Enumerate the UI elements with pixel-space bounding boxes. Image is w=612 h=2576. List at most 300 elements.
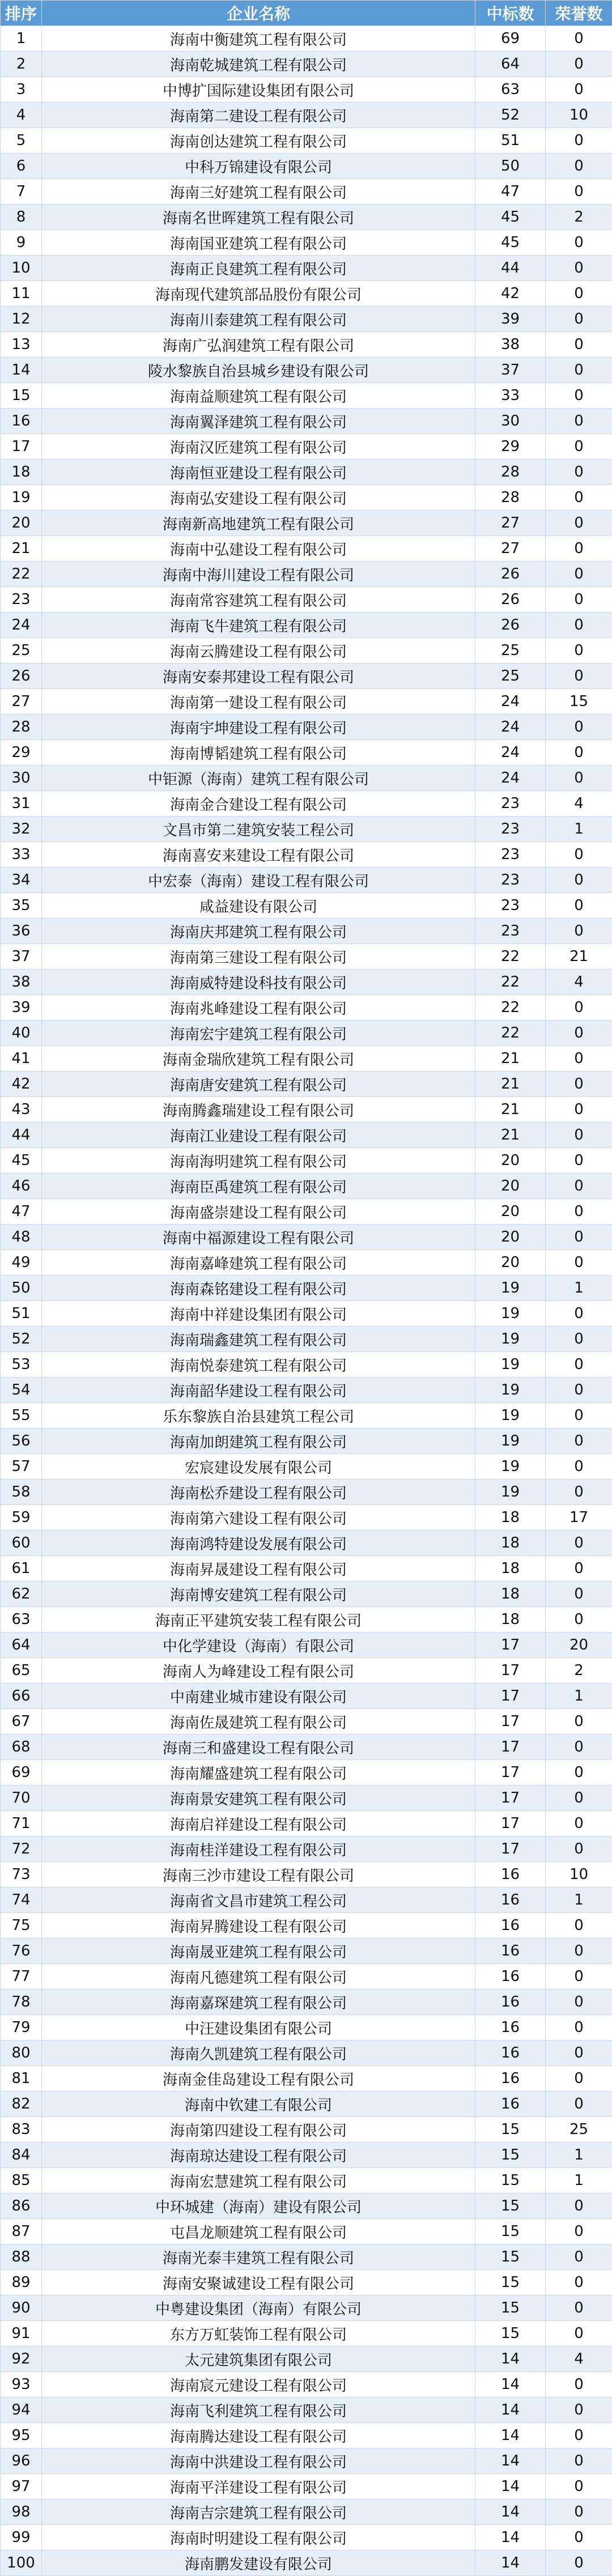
- cell-honor-count: 0: [546, 2372, 612, 2398]
- cell-bid-count: 39: [475, 307, 546, 332]
- cell-rank: 59: [1, 1505, 42, 1531]
- table-row: [1, 1760, 612, 1786]
- cell-bid-count: 63: [475, 77, 546, 103]
- cell-honor-count: 0: [546, 2321, 612, 2347]
- table-row: [1, 766, 612, 791]
- cell-bid-count: 26: [475, 562, 546, 587]
- cell-honor-count: 0: [546, 1403, 612, 1429]
- cell-rank: 65: [1, 1658, 42, 1684]
- cell-company-name: 海南昇晟建设工程有限公司: [42, 1556, 475, 1582]
- table-row: [1, 2168, 612, 2194]
- cell-honor-count: 0: [546, 77, 612, 103]
- cell-bid-count: 15: [475, 2245, 546, 2270]
- table-row: [1, 817, 612, 842]
- cell-rank: 8: [1, 205, 42, 230]
- table-row: [1, 26, 612, 52]
- cell-bid-count: 17: [475, 1786, 546, 1811]
- cell-bid-count: 30: [475, 409, 546, 434]
- cell-company-name: 海南江业建设工程有限公司: [42, 1123, 475, 1148]
- cell-bid-count: 16: [475, 1913, 546, 1939]
- cell-bid-count: 14: [475, 2449, 546, 2474]
- cell-rank: 1: [1, 26, 42, 52]
- cell-rank: 38: [1, 970, 42, 995]
- cell-rank: 81: [1, 2066, 42, 2092]
- table-row: [1, 511, 612, 536]
- table-row: [1, 2041, 612, 2066]
- cell-company-name: 海南三好建筑工程有限公司: [42, 179, 475, 205]
- cell-company-name: 中博扩国际建设集团有限公司: [42, 77, 475, 103]
- cell-bid-count: 19: [475, 1480, 546, 1505]
- cell-bid-count: 15: [475, 2270, 546, 2296]
- cell-rank: 83: [1, 2117, 42, 2143]
- table-row: [1, 1939, 612, 1964]
- cell-bid-count: 45: [475, 205, 546, 230]
- table-row: [1, 332, 612, 358]
- cell-company-name: 海南光泰丰建筑工程有限公司: [42, 2245, 475, 2270]
- cell-company-name: 海南博安建筑工程有限公司: [42, 1582, 475, 1607]
- cell-bid-count: 15: [475, 2296, 546, 2321]
- table-row: [1, 1021, 612, 1046]
- cell-rank: 14: [1, 358, 42, 383]
- cell-rank: 15: [1, 383, 42, 409]
- cell-rank: 76: [1, 1939, 42, 1964]
- table-row: [1, 536, 612, 562]
- cell-bid-count: 19: [475, 1429, 546, 1454]
- cell-bid-count: 16: [475, 2092, 546, 2117]
- cell-bid-count: 50: [475, 154, 546, 179]
- table-row: [1, 1429, 612, 1454]
- cell-company-name: 中宏泰（海南）建设工程有限公司: [42, 868, 475, 893]
- cell-company-name: 陵水黎族自治县城乡建设有限公司: [42, 358, 475, 383]
- cell-bid-count: 23: [475, 842, 546, 868]
- cell-bid-count: 22: [475, 944, 546, 970]
- cell-bid-count: 14: [475, 2423, 546, 2449]
- cell-company-name: 海南中海川建设工程有限公司: [42, 562, 475, 587]
- cell-company-name: 海南韶华建设工程有限公司: [42, 1378, 475, 1403]
- cell-bid-count: 19: [475, 1301, 546, 1327]
- cell-company-name: 海南桂洋建设工程有限公司: [42, 1837, 475, 1862]
- cell-rank: 35: [1, 893, 42, 919]
- cell-company-name: 海南新高地建筑工程有限公司: [42, 511, 475, 536]
- table-row: [1, 2092, 612, 2117]
- cell-company-name: 海南博韬建筑工程有限公司: [42, 740, 475, 766]
- cell-bid-count: 18: [475, 1505, 546, 1531]
- cell-rank: 100: [1, 2551, 42, 2576]
- cell-bid-count: 24: [475, 766, 546, 791]
- cell-bid-count: 15: [475, 2168, 546, 2194]
- cell-bid-count: 15: [475, 2117, 546, 2143]
- table-row: [1, 919, 612, 944]
- cell-rank: 34: [1, 868, 42, 893]
- cell-honor-count: 25: [546, 2117, 612, 2143]
- cell-honor-count: 1: [546, 1276, 612, 1301]
- cell-bid-count: 16: [475, 2041, 546, 2066]
- cell-honor-count: 0: [546, 2398, 612, 2423]
- cell-bid-count: 22: [475, 1021, 546, 1046]
- cell-honor-count: 0: [546, 2092, 612, 2117]
- table-row: [1, 893, 612, 919]
- cell-honor-count: 0: [546, 766, 612, 791]
- cell-rank: 17: [1, 434, 42, 460]
- cell-company-name: 海南盛崇建设工程有限公司: [42, 1199, 475, 1225]
- cell-rank: 19: [1, 485, 42, 511]
- cell-bid-count: 18: [475, 1531, 546, 1556]
- cell-company-name: 海南第二建设工程有限公司: [42, 103, 475, 128]
- cell-company-name: 海南安聚诚建设工程有限公司: [42, 2270, 475, 2296]
- cell-rank: 53: [1, 1352, 42, 1378]
- cell-rank: 20: [1, 511, 42, 536]
- cell-rank: 67: [1, 1709, 42, 1735]
- cell-bid-count: 24: [475, 689, 546, 715]
- cell-company-name: 海南加朗建筑工程有限公司: [42, 1429, 475, 1454]
- cell-rank: 31: [1, 791, 42, 817]
- table-row: [1, 1735, 612, 1760]
- cell-company-name: 中环城建（海南）建设有限公司: [42, 2194, 475, 2219]
- cell-bid-count: 45: [475, 230, 546, 256]
- cell-rank: 33: [1, 842, 42, 868]
- cell-company-name: 海南中祥建设集团有限公司: [42, 1301, 475, 1327]
- table-row: [1, 2015, 612, 2041]
- cell-bid-count: 23: [475, 791, 546, 817]
- cell-bid-count: 18: [475, 1582, 546, 1607]
- cell-rank: 68: [1, 1735, 42, 1760]
- cell-rank: 91: [1, 2321, 42, 2347]
- table-row: [1, 970, 612, 995]
- cell-honor-count: 0: [546, 2041, 612, 2066]
- cell-bid-count: 17: [475, 1633, 546, 1658]
- table-row: [1, 2296, 612, 2321]
- cell-rank: 60: [1, 1531, 42, 1556]
- cell-honor-count: 0: [546, 2551, 612, 2576]
- table-row: [1, 77, 612, 103]
- cell-company-name: 海南瑞鑫建筑工程有限公司: [42, 1327, 475, 1352]
- cell-company-name: 海南中福源建设工程有限公司: [42, 1225, 475, 1250]
- table-row: [1, 1225, 612, 1250]
- cell-honor-count: 0: [546, 536, 612, 562]
- cell-rank: 48: [1, 1225, 42, 1250]
- cell-company-name: 海南海明建筑工程有限公司: [42, 1148, 475, 1174]
- cell-bid-count: 37: [475, 358, 546, 383]
- cell-honor-count: 4: [546, 791, 612, 817]
- cell-rank: 44: [1, 1123, 42, 1148]
- cell-honor-count: 0: [546, 2015, 612, 2041]
- cell-bid-count: 27: [475, 511, 546, 536]
- cell-bid-count: 19: [475, 1352, 546, 1378]
- cell-honor-count: 0: [546, 1607, 612, 1633]
- table-row: [1, 1046, 612, 1072]
- cell-company-name: 海南常容建筑工程有限公司: [42, 587, 475, 613]
- cell-bid-count: 14: [475, 2398, 546, 2423]
- table-row: [1, 103, 612, 128]
- cell-rank: 28: [1, 715, 42, 740]
- cell-honor-count: 0: [546, 358, 612, 383]
- cell-company-name: 海南凡德建筑工程有限公司: [42, 1964, 475, 1990]
- table-row: [1, 358, 612, 383]
- cell-company-name: 海南宏慧建筑工程有限公司: [42, 2168, 475, 2194]
- cell-bid-count: 28: [475, 460, 546, 485]
- cell-company-name: 海南琼达建设工程有限公司: [42, 2143, 475, 2168]
- cell-bid-count: 14: [475, 2525, 546, 2551]
- cell-rank: 62: [1, 1582, 42, 1607]
- table-row: [1, 52, 612, 77]
- cell-honor-count: 0: [546, 995, 612, 1021]
- cell-company-name: 海南正良建筑工程有限公司: [42, 256, 475, 281]
- cell-company-name: 海南省文昌市建筑工程公司: [42, 1888, 475, 1913]
- cell-bid-count: 21: [475, 1046, 546, 1072]
- cell-bid-count: 38: [475, 332, 546, 358]
- cell-honor-count: 0: [546, 1760, 612, 1786]
- cell-rank: 94: [1, 2398, 42, 2423]
- cell-honor-count: 0: [546, 1735, 612, 1760]
- cell-bid-count: 19: [475, 1276, 546, 1301]
- cell-honor-count: 0: [546, 1964, 612, 1990]
- cell-company-name: 海南国亚建筑工程有限公司: [42, 230, 475, 256]
- cell-company-name: 海南翼泽建筑工程有限公司: [42, 409, 475, 434]
- cell-honor-count: 0: [546, 587, 612, 613]
- table-row: [1, 2449, 612, 2474]
- table-row: [1, 1658, 612, 1684]
- cell-honor-count: 0: [546, 179, 612, 205]
- cell-company-name: 海南腾达建设工程有限公司: [42, 2423, 475, 2449]
- cell-bid-count: 21: [475, 1072, 546, 1097]
- cell-rank: 64: [1, 1633, 42, 1658]
- cell-honor-count: 0: [546, 128, 612, 154]
- cell-bid-count: 19: [475, 1403, 546, 1429]
- cell-bid-count: 22: [475, 970, 546, 995]
- cell-rank: 66: [1, 1684, 42, 1709]
- cell-bid-count: 17: [475, 1760, 546, 1786]
- cell-honor-count: 0: [546, 1531, 612, 1556]
- table-row: [1, 2398, 612, 2423]
- table-row: [1, 179, 612, 205]
- cell-bid-count: 14: [475, 2551, 546, 2576]
- header-rank: 排序: [1, 1, 42, 26]
- header-company-name: 企业名称: [42, 1, 475, 26]
- cell-bid-count: 23: [475, 817, 546, 842]
- cell-rank: 24: [1, 613, 42, 638]
- table-row: [1, 1480, 612, 1505]
- cell-bid-count: 18: [475, 1556, 546, 1582]
- table-row: [1, 128, 612, 154]
- cell-rank: 12: [1, 307, 42, 332]
- cell-rank: 85: [1, 2168, 42, 2194]
- table-row: [1, 2194, 612, 2219]
- table-row: [1, 613, 612, 638]
- table-row: [1, 383, 612, 409]
- cell-company-name: 海南第六建设工程有限公司: [42, 1505, 475, 1531]
- table-row: [1, 868, 612, 893]
- table-row: [1, 1454, 612, 1480]
- cell-company-name: 海南中洪建设工程有限公司: [42, 2449, 475, 2474]
- cell-company-name: 海南佐晟建筑工程有限公司: [42, 1709, 475, 1735]
- table-row: [1, 1862, 612, 1888]
- table-body: [1, 26, 612, 2576]
- cell-company-name: 海南喜安来建设工程有限公司: [42, 842, 475, 868]
- table-row: [1, 2551, 612, 2576]
- cell-rank: 93: [1, 2372, 42, 2398]
- cell-honor-count: 0: [546, 1148, 612, 1174]
- cell-rank: 27: [1, 689, 42, 715]
- cell-company-name: 海南兆峰建设工程有限公司: [42, 995, 475, 1021]
- cell-honor-count: 0: [546, 1837, 612, 1862]
- cell-rank: 58: [1, 1480, 42, 1505]
- cell-honor-count: 0: [546, 1786, 612, 1811]
- cell-honor-count: 0: [546, 1123, 612, 1148]
- cell-bid-count: 16: [475, 1964, 546, 1990]
- cell-bid-count: 15: [475, 2143, 546, 2168]
- cell-honor-count: 0: [546, 1046, 612, 1072]
- cell-rank: 99: [1, 2525, 42, 2551]
- cell-rank: 70: [1, 1786, 42, 1811]
- cell-rank: 82: [1, 2092, 42, 2117]
- cell-rank: 80: [1, 2041, 42, 2066]
- cell-rank: 5: [1, 128, 42, 154]
- cell-company-name: 中南建业城市建设有限公司: [42, 1684, 475, 1709]
- cell-company-name: 乐东黎族自治县建筑工程公司: [42, 1403, 475, 1429]
- cell-company-name: 海南嘉峰建筑工程有限公司: [42, 1250, 475, 1276]
- cell-bid-count: 16: [475, 1888, 546, 1913]
- cell-bid-count: 26: [475, 587, 546, 613]
- table-row: [1, 2143, 612, 2168]
- cell-rank: 51: [1, 1301, 42, 1327]
- cell-honor-count: 0: [546, 383, 612, 409]
- cell-honor-count: 1: [546, 2143, 612, 2168]
- cell-honor-count: 1: [546, 1888, 612, 1913]
- cell-company-name: 海南庆邦建筑工程有限公司: [42, 919, 475, 944]
- cell-rank: 3: [1, 77, 42, 103]
- table-row: [1, 1607, 612, 1633]
- cell-company-name: 文昌市第二建筑安装工程公司: [42, 817, 475, 842]
- cell-rank: 16: [1, 409, 42, 434]
- cell-honor-count: 1: [546, 817, 612, 842]
- cell-honor-count: 0: [546, 256, 612, 281]
- cell-rank: 77: [1, 1964, 42, 1990]
- cell-honor-count: 0: [546, 2219, 612, 2245]
- cell-company-name: 海南景安建筑工程有限公司: [42, 1786, 475, 1811]
- cell-company-name: 海南鸿特建设发展有限公司: [42, 1531, 475, 1556]
- cell-bid-count: 20: [475, 1148, 546, 1174]
- cell-honor-count: 0: [546, 2296, 612, 2321]
- cell-honor-count: 10: [546, 103, 612, 128]
- cell-honor-count: 0: [546, 1378, 612, 1403]
- cell-bid-count: 17: [475, 1735, 546, 1760]
- table-row: [1, 1072, 612, 1097]
- cell-company-name: 海南第四建设工程有限公司: [42, 2117, 475, 2143]
- cell-company-name: 海南久凯建筑工程有限公司: [42, 2041, 475, 2066]
- cell-honor-count: 0: [546, 1021, 612, 1046]
- cell-company-name: 海南唐安建筑工程有限公司: [42, 1072, 475, 1097]
- cell-company-name: 海南森铭建设工程有限公司: [42, 1276, 475, 1301]
- cell-rank: 90: [1, 2296, 42, 2321]
- cell-rank: 37: [1, 944, 42, 970]
- table-row: [1, 2245, 612, 2270]
- cell-bid-count: 14: [475, 2347, 546, 2372]
- cell-company-name: 海南益顺建筑工程有限公司: [42, 383, 475, 409]
- cell-rank: 55: [1, 1403, 42, 1429]
- table-row: [1, 689, 612, 715]
- table-row: [1, 1250, 612, 1276]
- table-row: [1, 1964, 612, 1990]
- table-row: [1, 2423, 612, 2449]
- cell-rank: 97: [1, 2474, 42, 2500]
- table-row: [1, 562, 612, 587]
- cell-rank: 88: [1, 2245, 42, 2270]
- cell-honor-count: 0: [546, 2449, 612, 2474]
- cell-bid-count: 24: [475, 715, 546, 740]
- table-row: [1, 995, 612, 1021]
- cell-company-name: 中粤建设集团（海南）有限公司: [42, 2296, 475, 2321]
- cell-honor-count: 0: [546, 511, 612, 536]
- cell-rank: 63: [1, 1607, 42, 1633]
- cell-company-name: 海南现代建筑部品股份有限公司: [42, 281, 475, 307]
- cell-honor-count: 0: [546, 409, 612, 434]
- table-row: [1, 1786, 612, 1811]
- cell-bid-count: 42: [475, 281, 546, 307]
- cell-honor-count: 0: [546, 562, 612, 587]
- cell-rank: 39: [1, 995, 42, 1021]
- cell-company-name: 屯昌龙顺建筑工程有限公司: [42, 2219, 475, 2245]
- cell-company-name: 海南川泰建筑工程有限公司: [42, 307, 475, 332]
- cell-company-name: 海南第三建设工程有限公司: [42, 944, 475, 970]
- cell-company-name: 海南正平建筑安装工程有限公司: [42, 1607, 475, 1633]
- cell-rank: 49: [1, 1250, 42, 1276]
- table-row: [1, 1811, 612, 1837]
- table-row: [1, 740, 612, 766]
- cell-honor-count: 0: [546, 2194, 612, 2219]
- cell-rank: 30: [1, 766, 42, 791]
- cell-honor-count: 0: [546, 52, 612, 77]
- cell-honor-count: 20: [546, 1633, 612, 1658]
- table-row: [1, 2321, 612, 2347]
- cell-company-name: 海南安泰邦建设工程有限公司: [42, 664, 475, 689]
- table-row: [1, 485, 612, 511]
- cell-honor-count: 0: [546, 2500, 612, 2525]
- cell-bid-count: 14: [475, 2372, 546, 2398]
- cell-rank: 84: [1, 2143, 42, 2168]
- cell-honor-count: 0: [546, 460, 612, 485]
- cell-honor-count: 0: [546, 1225, 612, 1250]
- cell-honor-count: 0: [546, 740, 612, 766]
- cell-company-name: 中汪建设集团有限公司: [42, 2015, 475, 2041]
- cell-honor-count: 0: [546, 1454, 612, 1480]
- table-row: [1, 1633, 612, 1658]
- cell-rank: 36: [1, 919, 42, 944]
- cell-rank: 43: [1, 1097, 42, 1123]
- cell-bid-count: 47: [475, 179, 546, 205]
- cell-company-name: 海南创达建筑工程有限公司: [42, 128, 475, 154]
- cell-rank: 79: [1, 2015, 42, 2041]
- table-row: [1, 1174, 612, 1199]
- cell-rank: 75: [1, 1913, 42, 1939]
- table-row: [1, 2347, 612, 2372]
- cell-rank: 7: [1, 179, 42, 205]
- cell-company-name: 海南中弘建设工程有限公司: [42, 536, 475, 562]
- cell-honor-count: 4: [546, 970, 612, 995]
- table-row: [1, 664, 612, 689]
- table-row: [1, 409, 612, 434]
- cell-bid-count: 17: [475, 1837, 546, 1862]
- cell-honor-count: 0: [546, 1429, 612, 1454]
- cell-company-name: 海南时明建设工程有限公司: [42, 2525, 475, 2551]
- cell-company-name: 海南晟亚建筑工程有限公司: [42, 1939, 475, 1964]
- cell-rank: 26: [1, 664, 42, 689]
- table-row: [1, 1352, 612, 1378]
- cell-bid-count: 16: [475, 1939, 546, 1964]
- cell-company-name: 海南中衡建筑工程有限公司: [42, 26, 475, 52]
- cell-company-name: 海南松乔建设工程有限公司: [42, 1480, 475, 1505]
- cell-rank: 46: [1, 1174, 42, 1199]
- cell-rank: 96: [1, 2449, 42, 2474]
